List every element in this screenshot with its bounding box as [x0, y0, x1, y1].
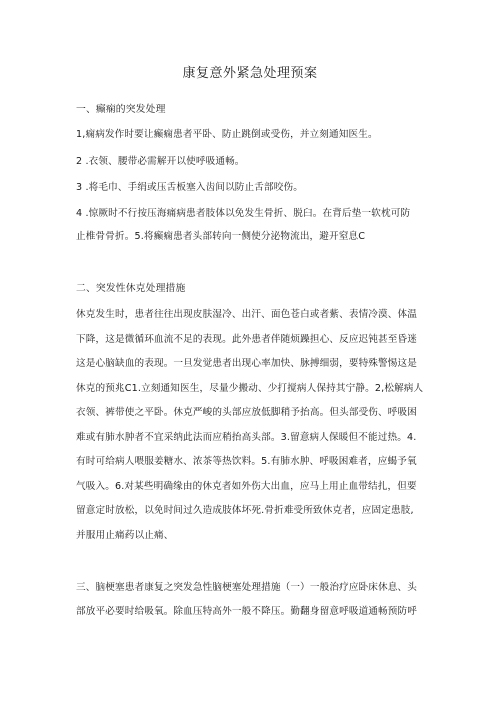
section1-line-5: 止椎骨骨折。5.将癫痫患者头部转向一侧使分泌物流出，避开窒息C [76, 231, 366, 242]
section1-heading: 一、癫痫的突发处理 [76, 104, 166, 115]
section1-line-3: 3 .将毛巾、手绢或压舌板塞入齿间以防止舌部咬伤。 [76, 182, 304, 193]
section2-line-10: 并服用止痛药以止痛、 [76, 530, 174, 541]
section1-line-2: 2 .衣领、腰带必需解开以使呼吸通畅。 [76, 156, 245, 167]
section1-line-4: 4 .惊厥时不行按压海痛病患者肢体以免发生骨折、脱臼。在背后垫一软枕可防 [76, 208, 411, 219]
section2-line-1: 休克发生时，患者往往出现皮肤湿冷、出汗、面色苍白或者紫、表情冷漠、体温 [76, 309, 418, 320]
section3-line-1: 三、脑梗塞患者康复之突发急性脑梗塞处理措施（一）一般治疗应卧床休息、头 [76, 582, 418, 593]
section2-heading: 二、突发性休克处理措施 [76, 283, 186, 294]
section2-line-8: 气吸入。6.对某些明确缘由的休克者如外伤大出血，应马上用止血带结扎，但要 [76, 481, 417, 492]
section2-line-5: 衣领、裤带使之平卧。休克严峻的头部应放低脚稍予抬高。但头部受伤、呼吸困 [76, 407, 418, 418]
section2-line-6: 难或有肺水肿者不宜采纳此法而应稍抬高头部。3.留意病人保暖但不能过热。4. [76, 432, 417, 443]
section3-line-2: 部放平必要时给吸氧。除血压特高外一般不降压。勤翻身留意呼吸道通畅预防呼 [76, 606, 418, 617]
section2-line-4: 休克的预兆C1.立刻通知医生，尽量少搬动、少打搅病人保持其宁静。2,松解病人 [76, 383, 424, 394]
section2-line-7: 有时可给病人喂服姜糖水、浓茶等热饮料。5.有肺水肿、呼吸困难者，应蝎予氧 [76, 456, 417, 467]
section2-line-9: 留意定时放松，以免时间过久造成肢体坏死.骨折难受所致休克者，应固定患肢, [76, 505, 414, 516]
document-title: 康复意外紧急处理预案 [182, 66, 318, 81]
section2-line-2: 下降，这是微循环血流不足的表现。此外患者伴随烦躁担心、反应迟钝甚至昏迷 [76, 334, 418, 345]
section1-line-1: 1,痫病发作时要让癫痫患者平卧、防止跳倒或受伤，并立刻通知医生。 [76, 129, 378, 140]
section2-line-3: 这是心脑缺血的表现。一旦发觉患者出现心率加快、脉搏细弱，要特殊警惕这是 [76, 358, 418, 369]
